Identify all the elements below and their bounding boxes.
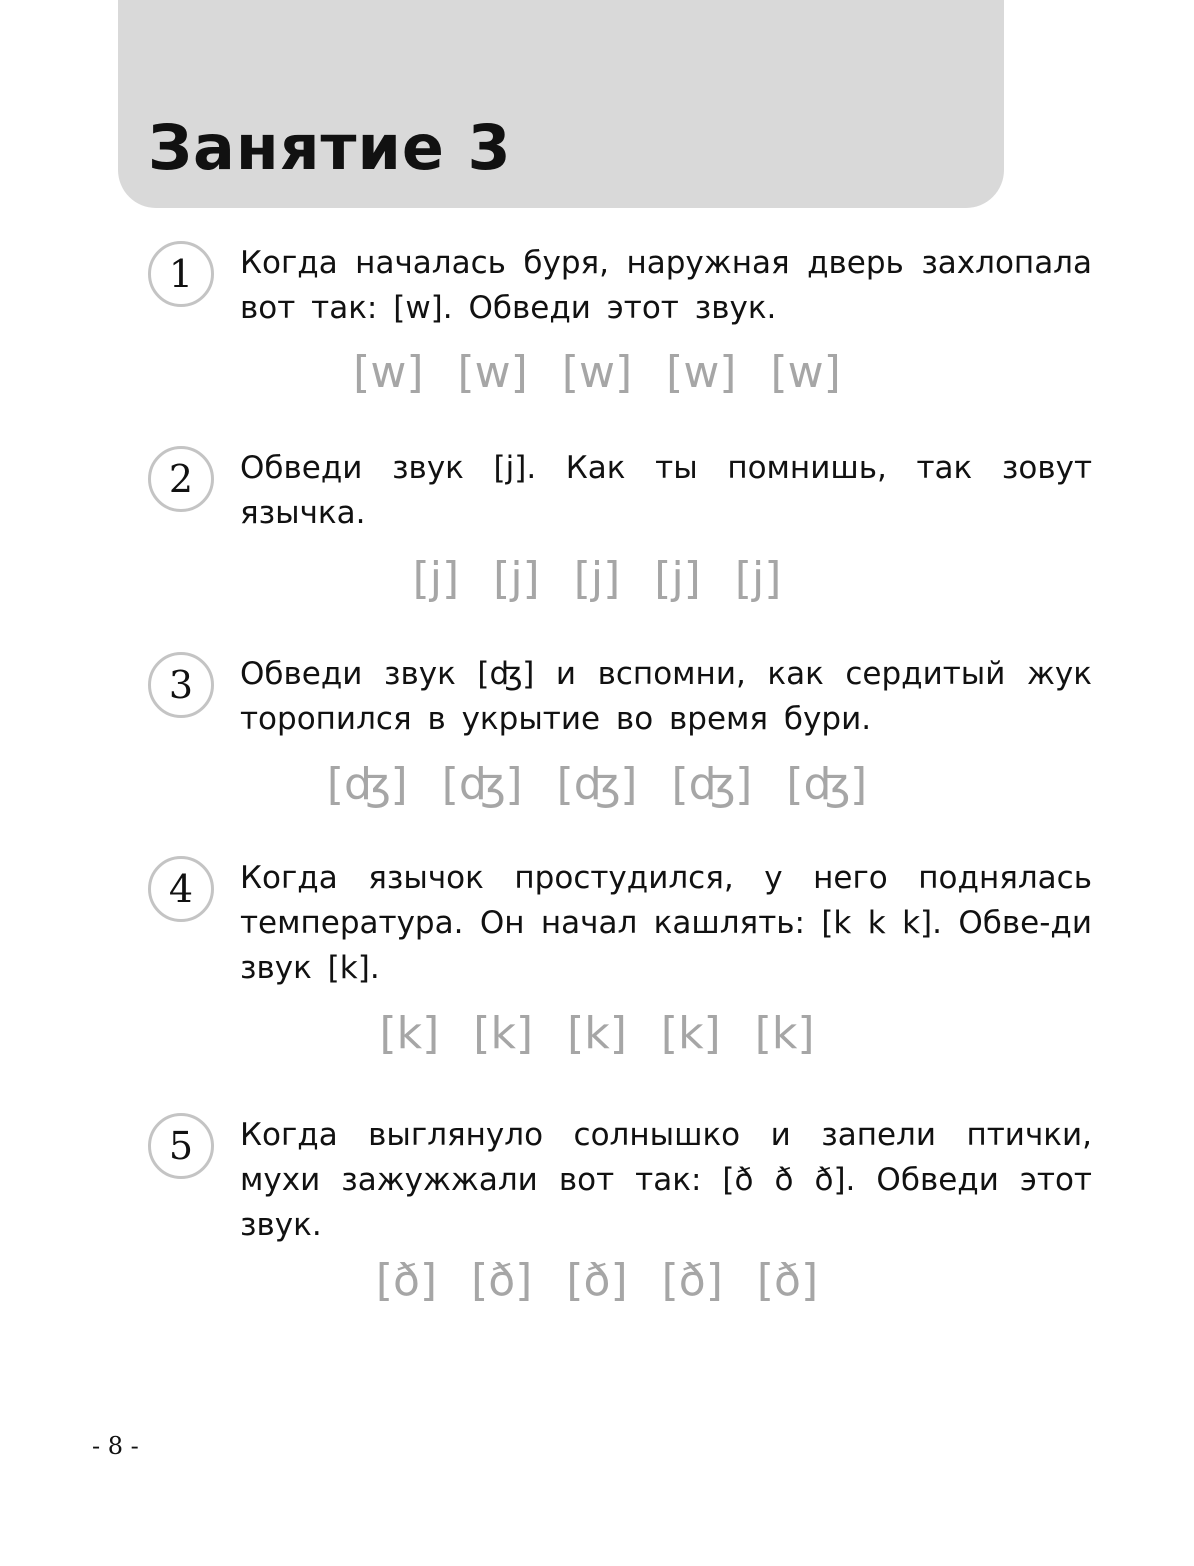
task-number: 4: [168, 867, 194, 911]
sound-symbol[interactable]: [j]: [493, 553, 540, 604]
sound-symbol[interactable]: [w]: [561, 347, 633, 398]
sound-symbol[interactable]: [ð]: [375, 1255, 438, 1306]
sound-symbol[interactable]: [w]: [666, 347, 737, 398]
task-number-circle: [148, 241, 214, 307]
sound-symbol[interactable]: [j]: [654, 553, 701, 604]
task-number: 1: [168, 252, 194, 296]
sound-symbol[interactable]: [k]: [660, 1008, 721, 1059]
page-number: - 8 -: [92, 1432, 139, 1460]
sound-symbol[interactable]: [ð]: [471, 1255, 533, 1306]
sound-symbol[interactable]: [w]: [457, 347, 528, 398]
sound-symbol[interactable]: [ʤ]: [441, 759, 523, 810]
sound-symbol[interactable]: [k]: [754, 1008, 815, 1059]
sound-symbol[interactable]: [ð]: [661, 1255, 723, 1306]
task-number-circle: [148, 446, 214, 512]
task-instruction: Когда язычок простудился, у него поднялась температура. Он начал кашлять: [k k k]. Обве-ди звук [k].: [240, 860, 1092, 986]
task-number-circle: [148, 856, 214, 922]
sound-symbol[interactable]: [j]: [573, 553, 621, 604]
task-instruction: Обведи звук [ʤ] и вспомни, как сердитый жук торопился в укрытие во время бури.: [240, 656, 1092, 737]
sound-symbol[interactable]: [ʤ]: [786, 759, 868, 810]
task-number-circle: [148, 1113, 214, 1179]
sound-row: [0, 757, 1194, 813]
sound-symbol[interactable]: [j]: [412, 553, 460, 604]
sound-row: [0, 1006, 1194, 1062]
sound-symbol[interactable]: [k]: [379, 1008, 440, 1059]
sound-symbol[interactable]: [j]: [734, 553, 782, 604]
sound-symbol[interactable]: [ʤ]: [671, 759, 753, 810]
sound-symbol[interactable]: [ʤ]: [326, 759, 408, 810]
task-number: 3: [168, 663, 194, 707]
sound-symbol[interactable]: [k]: [473, 1008, 534, 1059]
task-instruction: Обведи звук [j]. Как ты помнишь, так зовут язычка.: [240, 450, 1092, 531]
sound-symbol[interactable]: [w]: [770, 347, 841, 398]
task-instruction: Когда выглянуло солнышко и запели птички, мухи зажужжали вот так: [ð ð ð]. Обведи этот звук.: [240, 1117, 1092, 1243]
task-number: 5: [168, 1124, 194, 1168]
lesson-title: Занятие 3: [148, 111, 512, 184]
task-number: 2: [168, 457, 194, 501]
sound-row: [0, 551, 1194, 607]
sound-symbol[interactable]: [k]: [567, 1008, 627, 1059]
task-number-circle: [148, 652, 214, 718]
task-instruction: Когда началась буря, наружная дверь захлопала вот так: [w]. Обведи этот звук.: [240, 245, 1092, 326]
sound-symbol[interactable]: [ð]: [756, 1255, 819, 1306]
sound-symbol[interactable]: [ʤ]: [556, 759, 638, 810]
sound-symbol[interactable]: [w]: [353, 347, 424, 398]
sound-symbol[interactable]: [ð]: [566, 1255, 628, 1306]
sound-row: [0, 1253, 1194, 1309]
sound-row: [0, 345, 1194, 401]
